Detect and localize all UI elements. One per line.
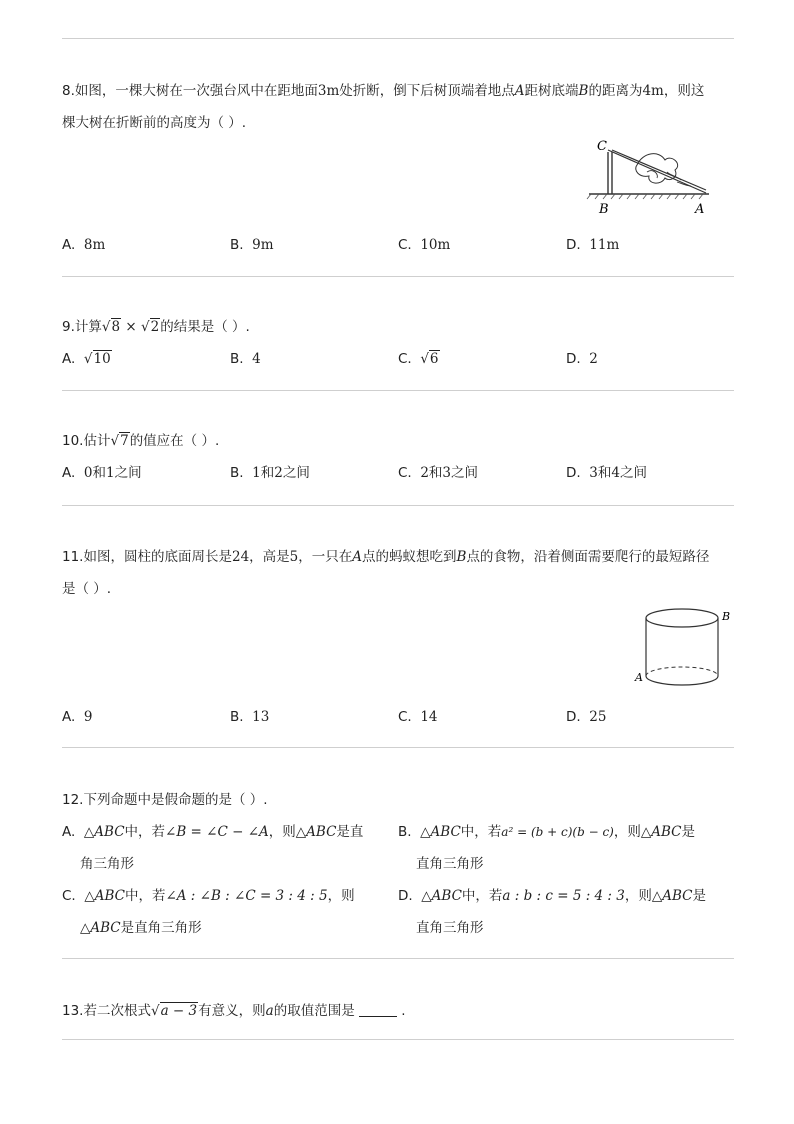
option-letter: C. (398, 237, 412, 253)
q11-text: 点的蚂蚁想吃到 (362, 549, 457, 565)
q9-option-a[interactable] (62, 350, 112, 368)
option-text: 之间 (114, 465, 142, 481)
q8-point-a: A (514, 83, 525, 99)
option-value: 9 (83, 709, 93, 725)
option-value: 4 (252, 351, 261, 367)
option-text: 之间 (619, 465, 647, 481)
option-letter: B. (230, 351, 244, 367)
option-letter: C. (398, 709, 412, 725)
option-text: ，则 (613, 824, 641, 840)
triangle-name: ABC (651, 824, 682, 840)
option-value: 1 (105, 465, 115, 481)
q11-stem-line1 (62, 548, 709, 566)
q8-text: 的距离为 (588, 83, 643, 99)
option-text: 和 (597, 465, 612, 481)
triangle-sign: △ (421, 888, 432, 904)
option-letter: C. (398, 465, 412, 481)
q12-option-b-line2: 直角三角形 (416, 856, 484, 872)
separator (62, 505, 734, 506)
radicand: 6 (429, 351, 439, 367)
separator (62, 38, 734, 39)
q8-text: 8.如图，一棵大树在一次强台风中在距地面 (62, 83, 318, 99)
option-text: ，则 (268, 824, 296, 840)
option-letter: B. (398, 824, 412, 840)
option-value: 4 (611, 465, 620, 481)
option-value: 9m (252, 237, 274, 253)
q13-text: 13.若二次根式 (62, 1003, 151, 1019)
option-letter: B. (230, 237, 244, 253)
triangle-name: ABC (94, 888, 125, 904)
option-text: 中，若 (124, 824, 166, 840)
q11-cylinder-figure (632, 604, 736, 692)
option-value: 13 (252, 709, 270, 725)
option-value: 2 (589, 351, 598, 367)
q12-option-a-line2: 角三角形 (80, 856, 134, 872)
q8-option-d[interactable] (566, 236, 619, 254)
triangle-sign: △ (420, 824, 431, 840)
option-letter: B. (230, 465, 244, 481)
q13-text: 有意义，则 (198, 1003, 266, 1019)
q9-option-c[interactable] (398, 350, 440, 368)
option-letter: D. (566, 237, 581, 253)
option-formula: ∠A : ∠B : ∠C = 3 : 4 : 5 (165, 888, 328, 904)
q11-point-b: B (456, 549, 467, 565)
q11-fig-label-a: A (635, 671, 643, 684)
triangle-name: ABC (94, 824, 125, 840)
q8-fig-label-a: A (695, 202, 705, 217)
option-formula: a : b : c = 5 : 4 : 3 (502, 888, 625, 904)
q10-text: 的值应在（ ）. (129, 433, 220, 449)
option-value: 3 (442, 465, 451, 481)
option-text: 和 (260, 465, 275, 481)
option-letter: D. (566, 465, 581, 481)
option-value: 8m (83, 237, 106, 253)
q10-stem (62, 432, 219, 450)
option-text: 之间 (282, 465, 310, 481)
option-letter: A. (62, 465, 76, 481)
option-letter: A. (62, 351, 76, 367)
q11-text: ，一只在 (298, 549, 353, 565)
q8-stem-line2: 棵大树在折断前的高度为（ ）. (62, 115, 247, 131)
q8-distance: 4m (642, 83, 664, 99)
q13-text: 的取值范围是 (273, 1003, 355, 1019)
q12-option-c[interactable] (62, 887, 355, 905)
option-value: 1 (252, 465, 261, 481)
q10-option-c[interactable] (398, 464, 478, 482)
q8-point-b: B (578, 83, 589, 99)
option-text: ，则 (327, 888, 355, 904)
q8-text: 处折断，倒下后树顶端着地点 (339, 83, 515, 99)
option-letter: C. (62, 888, 76, 904)
option-text: 中，若 (461, 888, 503, 904)
triangle-sign: △ (83, 824, 95, 840)
q11-option-b[interactable] (230, 708, 269, 726)
q11-text: 11.如图，圆柱的底面周长是 (62, 549, 232, 565)
option-value: 25 (589, 709, 607, 725)
q9-text: 9.计算 (62, 319, 102, 335)
option-text: 是 (692, 888, 706, 904)
option-letter: A. (62, 237, 76, 253)
q8-option-a[interactable] (62, 236, 105, 254)
option-text: 是 (681, 824, 695, 840)
radicand: 7 (120, 433, 129, 449)
q11-text: ，高是 (249, 549, 290, 565)
radicand: 2 (150, 319, 160, 335)
q9-stem (62, 318, 250, 336)
option-text: 和 (92, 465, 106, 481)
answer-blank[interactable] (359, 1016, 397, 1017)
option-letter: B. (230, 709, 244, 725)
q10-text: 10.估计 (62, 433, 111, 449)
option-formula: a² = (b + c)(b − c) (501, 825, 614, 839)
q11-height: 5 (289, 549, 299, 565)
option-letter: C. (398, 351, 412, 367)
q11-point-a: A (352, 549, 363, 565)
option-letter: A. (62, 709, 76, 725)
radicand: 10 (93, 351, 111, 367)
times-sign: × (125, 319, 137, 335)
q8-stem-line1 (62, 82, 704, 100)
triangle-name: ABC (430, 824, 461, 840)
option-value: 11m (589, 237, 620, 253)
q9-option-d[interactable] (566, 350, 598, 368)
triangle-sign: △ (84, 888, 95, 904)
radical: √a − 3 (150, 1003, 198, 1019)
option-letter: D. (566, 709, 581, 725)
radical: √6 (420, 351, 439, 367)
q13-text: . (401, 1003, 406, 1019)
triangle-sign: △ (295, 824, 307, 840)
option-letter: D. (566, 351, 581, 367)
q12-option-d[interactable] (398, 887, 706, 905)
triangle-name: ABC (662, 888, 693, 904)
q9-option-b[interactable] (230, 350, 261, 368)
option-value: 2 (274, 465, 283, 481)
separator (62, 390, 734, 391)
q13-variable: a (265, 1003, 274, 1019)
radical: √8 (101, 319, 121, 335)
q8-height: 3m (317, 83, 340, 99)
triangle-name: ABC (431, 888, 462, 904)
q11-circumference: 24 (231, 549, 250, 565)
option-text: 中，若 (124, 888, 166, 904)
q9-text: 的结果是（ ）. (160, 319, 250, 335)
option-value: 14 (420, 709, 438, 725)
option-text: 是直 (336, 824, 364, 840)
option-text: 是直角三角形 (120, 920, 202, 936)
radical: √10 (83, 351, 111, 367)
q11-stem-line2: 是（ ）. (62, 581, 112, 597)
q8-option-c[interactable] (398, 236, 450, 254)
q11-option-d[interactable] (566, 708, 606, 726)
radical: √2 (141, 319, 160, 335)
q8-tree-figure (585, 134, 715, 218)
q11-option-c[interactable] (398, 708, 438, 726)
option-text: 和 (428, 465, 443, 481)
q8-fig-label-c: C (597, 139, 607, 154)
q12-option-c-line2 (80, 919, 202, 937)
radical: √7 (110, 433, 129, 449)
option-letter: A. (62, 824, 76, 840)
q8-text: ，则这 (663, 83, 705, 99)
triangle-sign: △ (640, 824, 652, 840)
option-formula: ∠B = ∠C − ∠A (165, 824, 269, 840)
option-value: 2 (420, 465, 429, 481)
option-text: ，则 (624, 888, 652, 904)
triangle-sign: △ (80, 920, 91, 936)
radicand: 8 (111, 319, 121, 335)
q11-option-a[interactable] (62, 708, 92, 726)
q12-option-a[interactable] (62, 823, 363, 841)
q11-text: 点的食物，沿着侧面需要爬行的最短路径 (466, 549, 710, 565)
q13-stem (62, 1002, 406, 1020)
q10-option-b[interactable] (230, 464, 310, 482)
option-value: 0 (83, 465, 93, 481)
separator (62, 747, 734, 748)
separator (62, 1039, 734, 1040)
option-value: 10m (420, 237, 451, 253)
option-text: 之间 (451, 465, 478, 481)
q12-option-b[interactable] (398, 823, 695, 841)
q8-option-b[interactable] (230, 236, 274, 254)
radicand: a − 3 (160, 1003, 198, 1019)
separator (62, 276, 734, 277)
option-text: 中，若 (460, 824, 502, 840)
q11-fig-label-b: B (722, 610, 731, 623)
option-value: 3 (589, 465, 598, 481)
q10-option-d[interactable] (566, 464, 647, 482)
separator (62, 958, 734, 959)
q12-option-d-line2: 直角三角形 (416, 920, 484, 936)
q8-fig-label-b: B (599, 202, 609, 217)
q12-stem: 12.下列命题中是假命题的是（ ）. (62, 792, 268, 808)
triangle-name: ABC (306, 824, 337, 840)
triangle-sign: △ (651, 888, 663, 904)
triangle-name: ABC (90, 920, 121, 936)
option-letter: D. (398, 888, 413, 904)
q10-option-a[interactable] (62, 464, 142, 482)
q8-text: 距树底端 (524, 83, 579, 99)
